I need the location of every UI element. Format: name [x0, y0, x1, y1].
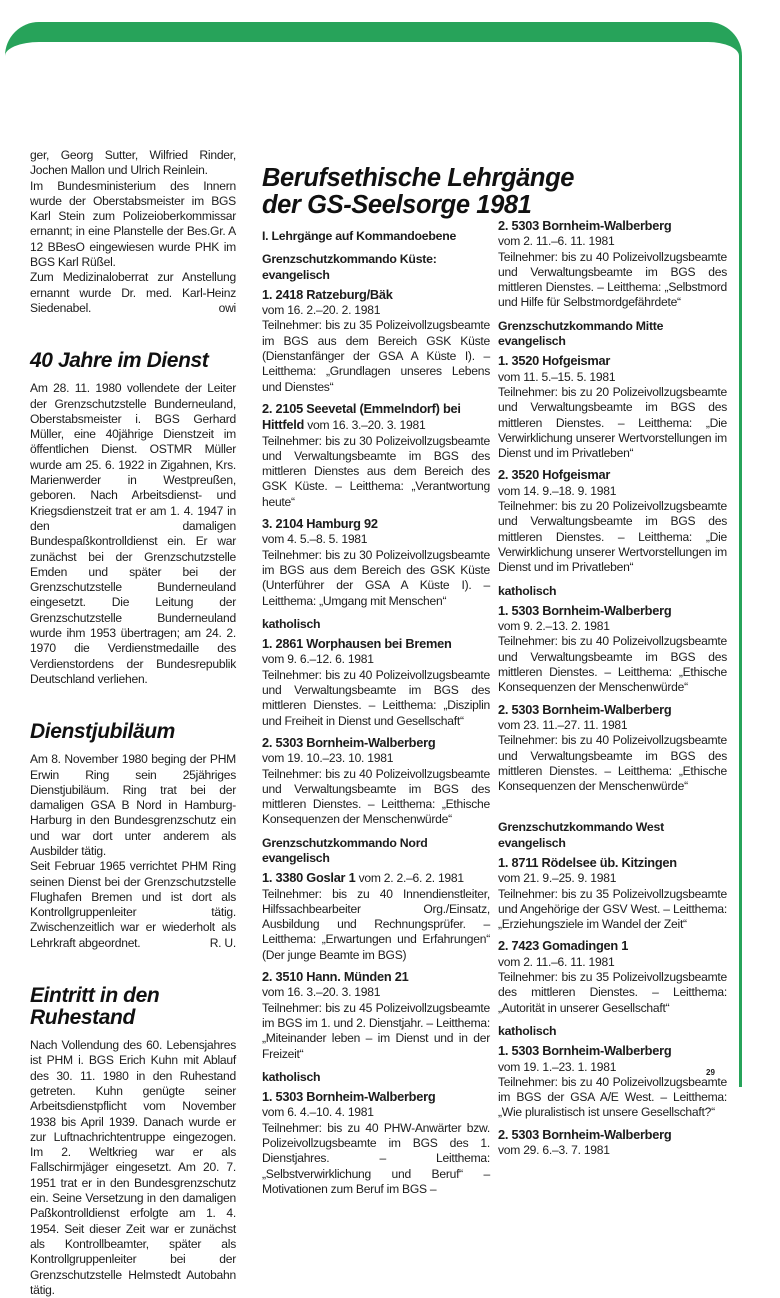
course-date: vom 9. 6.–12. 6. 1981 — [262, 652, 374, 667]
paragraph-text: Am 8. November 1980 beging der PHM Erwin Ring sein 25jähriges Dienstjubiläum. Ring trat bei der damaligen GSA B Nord in Hamburg-Harburg in den Bundesgrenzschutz ein und war dort unter anderem als Ausbilder tätig. — [30, 752, 236, 858]
course-title: 2. 7423 Gomadingen 1 — [498, 938, 629, 954]
course-description: Teilnehmer: bis zu 35 Polizeivollzugsbeamte des mittleren Dienstes. – Leitthema: „Autorität in unserer Gesellschaft“ — [498, 970, 727, 1015]
author-initials: owi — [218, 300, 236, 315]
course-date: vom 16. 3.–20. 3. 1981 — [262, 985, 381, 1000]
course-description: Teilnehmer: bis zu 40 PHW-Anwärter bzw. Polizeivollzugsbeamte im BGS des 1. Dienstjahres. – Leitthema: „Selbstverwirklichung und Beruf“ – Motivationen zum Beruf im BGS – — [262, 1120, 490, 1196]
course-title: 1. 3380 Goslar 1 — [262, 870, 356, 886]
course-title: 1. 8711 Rödelsee üb. Kitzingen — [498, 854, 677, 870]
course-date: vom 2. 11.–6. 11. 1981 — [498, 234, 615, 249]
course-description: Teilnehmer: bis zu 40 Polizeivollzugsbeamte und Verwaltungsbeamte im BGS des mittleren Dienstes. – Leitthema: „Ethische Konsequenzen der Menschenwürde“ — [498, 634, 727, 695]
course-title: 2. 5303 Bornheim-Walberberg — [262, 734, 436, 750]
article-title — [262, 165, 682, 219]
paragraph — [30, 179, 236, 271]
course-description: Teilnehmer: bis zu 30 Polizeivollzugsbeamte im BGS aus dem Bereich des GSK Küste (Unterführer der GSA A Küste I). – Leitthema: „Umgang mit Menschen“ — [262, 547, 490, 608]
course-entry — [498, 855, 727, 932]
course-description: Teilnehmer: bis zu 40 Polizeivollzugsbeamte und Verwaltungsbeamte im BGS des mittleren Dienstes. – Leitthema: „Disziplin und Freiheit in Dienst und Gesellschaft“ — [262, 667, 490, 728]
course-date: vom 2. 2.–6. 2. 1981 — [358, 871, 464, 886]
course-title: 1. 2418 Ratzeburg/Bäk — [262, 286, 393, 302]
subheading: katholisch — [498, 583, 557, 598]
course-title: 2. 3510 Hann. Münden 21 — [262, 969, 409, 985]
course-date: vom 21. 9.–25. 9. 1981 — [498, 871, 617, 886]
course-description: Teilnehmer: bis zu 40 Polizeivollzugsbeamte und Verwaltungsbeamte im BGS des mittleren Dienstes. – Leitthema: „Ethische Konsequenzen der Menschenwürde“ — [262, 766, 490, 827]
subheading: katholisch — [498, 1023, 557, 1038]
subheading: Grenzschutzkommando West evangelisch — [498, 820, 664, 850]
subheading: katholisch — [262, 616, 321, 631]
course-description: Teilnehmer: bis zu 40 Polizeivollzugsbeamte und Verwaltungsbeamte im BGS des mittleren Dienstes. – Leitthema: „Selbstmord und Hilfe für Selbstmordgefährdete“ — [498, 249, 727, 310]
page-number: 29 — [706, 1068, 715, 1077]
course-title: 2. 5303 Bornheim-Walberberg — [498, 1126, 672, 1142]
author-initials: R. U. — [209, 935, 236, 950]
section-heading: 40 Jahre im Dienst — [30, 349, 209, 373]
course-date: vom 29. 6.–3. 7. 1981 — [498, 1143, 610, 1158]
subheading: Grenzschutzkommando Mitte evangelisch — [498, 318, 664, 349]
course-date: vom 16. 3.–20. 3. 1981 — [307, 418, 426, 433]
course-description: Teilnehmer: bis zu 30 Polizeivollzugsbeamte und Verwaltungsbeamte im BGS des mittleren Dienstes aus dem Bereich des GSK Küste. – Leitthema: „Verantwortung heute“ — [262, 433, 490, 509]
section-heading: Eintritt in den Ruhestand — [30, 984, 160, 1030]
course-description: Teilnehmer: bis zu 20 Polizeivollzugsbeamte und Verwaltungsbeamte im BGS des mittleren Dienstes. – Leitthema: „Die Verwirklichung unserer Wertvorstellungen im Dienst und im Privatleben“ — [498, 499, 727, 575]
middle-column — [262, 229, 490, 1203]
course-description: Teilnehmer: bis zu 40 Polizeivollzugsbeamte und Verwaltungsbeamte im BGS des mittleren Dienstes. – Leitthema: „Ethische Konsequenzen der Menschenwürde“ — [498, 733, 727, 794]
course-date: vom 4. 5.–8. 5. 1981 — [262, 532, 368, 547]
course-description: Teilnehmer: bis zu 40 Polizeivollzugsbeamte im BGS der GSA A/E West. – Leitthema: „Wie pluralistisch ist unsere Gesellschaft?“ — [498, 1074, 727, 1120]
course-date: vom 16. 2.–20. 2. 1981 — [262, 303, 381, 318]
course-entry — [498, 702, 727, 795]
course-title: 2. 2105 Seevetal (Emmelndorf) bei Hittfeld — [262, 400, 461, 433]
course-date: vom 23. 11.–27. 11. 1981 — [498, 717, 628, 732]
course-entry — [262, 636, 490, 729]
left-column — [30, 148, 236, 1298]
section-heading: Dienstjubiläum — [30, 720, 175, 744]
course-entry — [498, 1127, 727, 1159]
course-entry — [498, 603, 727, 696]
course-date: vom 19. 10.–23. 10. 1981 — [262, 751, 394, 766]
course-date: vom 9. 2.–13. 2. 1981 — [498, 619, 610, 634]
course-entry — [498, 938, 727, 1015]
course-date: vom 6. 4.–10. 4. 1981 — [262, 1105, 374, 1120]
course-entry — [498, 218, 727, 311]
course-description: Teilnehmer: bis zu 35 Polizeivollzugsbeamte und Angehörige der GSV West. – Leitthema: „Erziehungsziele im Wandel der Zeit“ — [498, 886, 727, 932]
paragraph — [30, 752, 236, 859]
course-description: Teilnehmer: bis zu 45 Polizeivollzugsbeamte im BGS im 1. und 2. Dienstjahr. – Leitthema: „Miteinander leben – im Dienst und in der Freizeit“ — [262, 1000, 490, 1061]
course-title: 1. 5303 Bornheim-Walberberg — [262, 1089, 436, 1105]
paragraph-text: ger, Georg Sutter, Wilfried Rinder, Jochen Mallon und Ulrich Reinlein. — [30, 148, 236, 178]
article-title-line: der GS-Seelsorge 1981 — [262, 191, 532, 220]
paragraph-text: Seit Februar 1965 verrichtet PHM Ring seinen Dienst bei der Grenzschutzstelle Flughafen Bremen und ist dort als Kontrollgruppenleiter tätig. Zwischenzeitlich war er wiederholt als Lehrkraft abgeordnet. — [30, 859, 236, 950]
course-entry — [498, 467, 727, 575]
course-entry — [262, 287, 490, 395]
course-title: 1. 2861 Worphausen bei Bremen — [262, 636, 452, 652]
subheading: Grenzschutzkommando Nord evangelisch — [262, 835, 428, 865]
paragraph-text: Am 28. 11. 1980 vollendete der Leiter der Grenzschutzstelle Bunderneuland, Oberstabsmeister i. BGS Gerhard Müller, eine 40jährige Dienstzeit im öffentlichen Dienst. OSTMR Müller wurde am 25. 6. 1922 in Zigahnen, Krs. Marienwerder in Westpreußen, geboren. Nach Arbeitsdienst- und Kriegsdienstzeit trat er am 1. 4. 1947 in den damaligen Bundespaßkontrolldienst ein. Er war zunächst bei der Grenzschutzstelle Emden und später bei der Grenzschutzstelle Bunderneuland eingesetzt. Die Leitung der Grenzschutzstelle Bunderneuland wurde ihm 1953 übertragen; am 24. 2. 1970 die Verdienstmedaille des Verdienstordens der Bundesrepublik Deutschland verliehen. — [30, 381, 236, 686]
course-entry — [262, 1089, 490, 1197]
paragraph — [30, 270, 236, 316]
course-entry — [262, 969, 490, 1062]
course-entry — [262, 870, 490, 963]
course-date: vom 11. 5.–15. 5. 1981 — [498, 369, 616, 384]
subheading: katholisch — [262, 1069, 321, 1084]
course-entry — [262, 516, 490, 609]
course-title: 1. 3520 Hofgeismar — [498, 353, 611, 369]
course-date: vom 19. 1.–23. 1. 1981 — [498, 1059, 617, 1074]
subheading: Grenzschutzkommando Küste: evangelisch — [262, 252, 437, 282]
course-entry — [262, 735, 490, 828]
paragraph-text: Nach Vollendung des 60. Lebensjahres ist PHM i. BGS Erich Kuhn mit Ablauf des 30. 11. 1980 in den Ruhestand getreten. Kuhn genügte seiner Arbeitsdienstpflicht vom November 1938 bis April 1939. Danach wurde er zur Luftnachrichtentruppe eingezogen. Im 2. Weltkrieg war er als Fallschirmjäger eingesetzt. Am 20. 7. 1951 trat er in den Bundesgrenzschutz ein. Seine Versetzung in den damaligen Paßkontrolldienst erfolgte am 1. 4. 1954. Seit dieser Zeit war er zunächst als Kontrollbeamter, später als Kontrollgruppenleiter bei der Grenzschutzstelle Helmstedt Autobahn tätig. — [30, 1038, 236, 1297]
course-entry — [498, 353, 727, 461]
paragraph-text: Zum Medizinaloberrat zur Anstellung ernannt wurde Dr. med. Karl-Heinz Siedenabel. — [30, 270, 236, 315]
right-column — [498, 218, 727, 1164]
course-description: Teilnehmer: bis zu 40 Innendienstleiter, Hilfssachbearbeiter Org./Einsatz, Ausbildung und Rechnungsprüfer. – Leitthema: „Erwartungen und Erfahrungen“ (Der junge Beamte im BGS) — [262, 886, 490, 962]
paragraph-text: Im Bundesministerium des Innern wurde der Oberstabsmeister im BGS Karl Stein zum Polizeioberkommissar ernannt; in eine Planstelle der Bes.Gr. A 12 BBesO eingewiesen wurde PHK im BGS Karl Rüßel. — [30, 178, 236, 270]
subheading: I. Lehrgänge auf Kommandoebene — [262, 229, 457, 243]
course-title: 2. 3520 Hofgeismar — [498, 467, 611, 483]
course-title: 1. 5303 Bornheim-Walberberg — [498, 602, 672, 618]
course-date: vom 14. 9.–18. 9. 1981 — [498, 483, 617, 498]
paragraph — [30, 381, 236, 687]
course-date: vom 2. 11.–6. 11. 1981 — [498, 954, 615, 969]
paragraph — [30, 1038, 236, 1298]
course-title: 3. 2104 Hamburg 92 — [262, 516, 378, 532]
course-description: Teilnehmer: bis zu 35 Polizeivollzugsbeamte im BGS aus dem Bereich GSK Küste (Dienstanfänger der GSA A Küste I). – Leitthema: „Grundlagen unseres Lebens und Dienstes“ — [262, 318, 490, 394]
course-description: Teilnehmer: bis zu 20 Polizeivollzugsbeamte und Verwaltungsbeamte im BGS des mittleren Dienstes. – Leitthema: „Die Verwirklichung unserer Wertvorstellungen im Dienst und im Privatleben“ — [498, 384, 727, 461]
course-title: 1. 5303 Bornheim-Walberberg — [498, 1043, 672, 1059]
article-title-line: Berufsethische Lehrgänge — [262, 164, 575, 193]
course-entry — [498, 1043, 727, 1120]
paragraph — [30, 859, 236, 951]
course-title: 2. 5303 Bornheim-Walberberg — [498, 218, 672, 233]
paragraph — [30, 148, 236, 179]
course-entry — [262, 401, 490, 510]
course-title: 2. 5303 Bornheim-Walberberg — [498, 701, 672, 717]
